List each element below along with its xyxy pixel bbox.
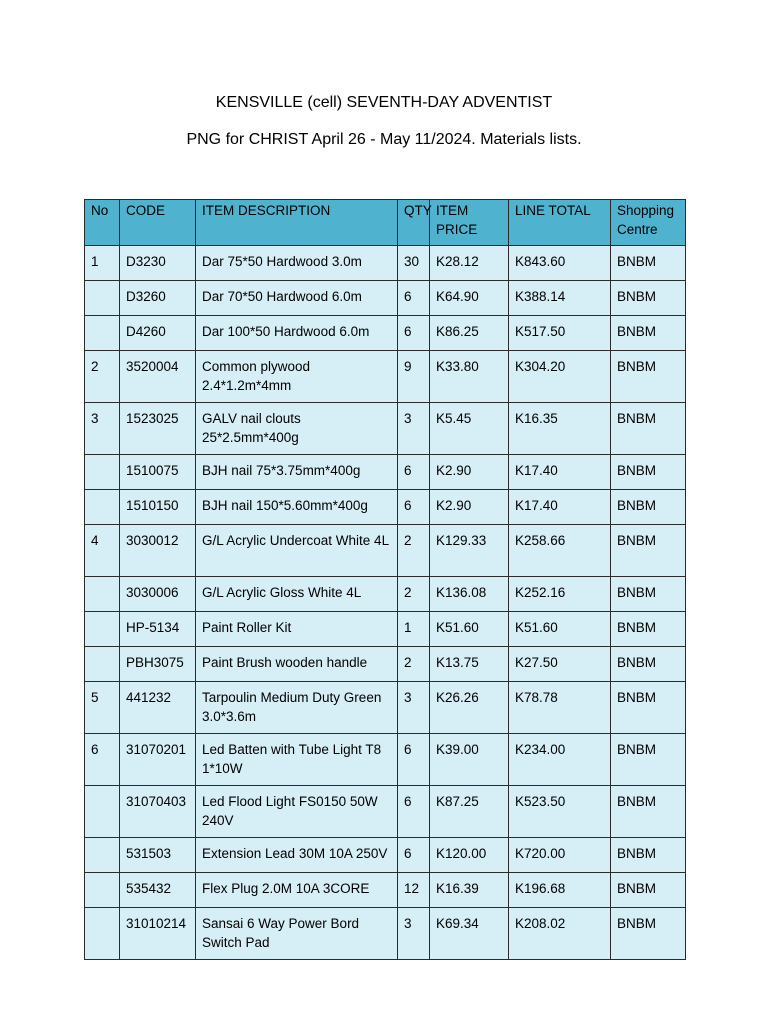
- row-line-total: K17.40: [509, 490, 611, 525]
- row-no: [85, 786, 120, 838]
- row-line-total: K720.00: [509, 838, 611, 873]
- row-shopping-centre: BNBM: [611, 873, 686, 908]
- row-description: G/L Acrylic Undercoat White 4L: [196, 525, 398, 577]
- row-qty: 3: [398, 908, 430, 960]
- row-line-total: K234.00: [509, 734, 611, 786]
- row-code: 31070201: [120, 734, 196, 786]
- row-no: 4: [85, 525, 120, 577]
- row-qty: 3: [398, 682, 430, 734]
- row-code: 1510075: [120, 455, 196, 490]
- table-row: [85, 734, 686, 786]
- header-line-total: LINE TOTAL: [509, 200, 611, 246]
- row-code: HP-5134: [120, 612, 196, 647]
- document-title: KENSVILLE (cell) SEVENTH-DAY ADVENTIST: [215, 94, 553, 111]
- row-description: GALV nail clouts 25*2.5mm*400g: [196, 403, 398, 455]
- row-qty: 3: [398, 403, 430, 455]
- row-line-total: K17.40: [509, 455, 611, 490]
- row-shopping-centre: BNBM: [611, 351, 686, 403]
- row-code: 31070403: [120, 786, 196, 838]
- row-shopping-centre: BNBM: [611, 403, 686, 455]
- table-row: [85, 525, 686, 577]
- header-shopping-centre: Shopping Centre: [611, 200, 686, 246]
- table-row: [85, 281, 686, 316]
- table-row: [85, 577, 686, 612]
- row-no: [85, 281, 120, 316]
- table-row: [85, 316, 686, 351]
- row-code: 441232: [120, 682, 196, 734]
- row-item-price: K69.34: [430, 908, 509, 960]
- row-item-price: K2.90: [430, 490, 509, 525]
- row-item-price: K87.25: [430, 786, 509, 838]
- table-row: [85, 786, 686, 838]
- row-item-price: K2.90: [430, 455, 509, 490]
- row-code: 31010214: [120, 908, 196, 960]
- row-description: BJH nail 75*3.75mm*400g: [196, 455, 398, 490]
- row-shopping-centre: BNBM: [611, 246, 686, 281]
- row-description: Dar 100*50 Hardwood 6.0m: [196, 316, 398, 351]
- row-item-price: K86.25: [430, 316, 509, 351]
- row-shopping-centre: BNBM: [611, 647, 686, 682]
- row-line-total: K27.50: [509, 647, 611, 682]
- row-shopping-centre: BNBM: [611, 682, 686, 734]
- row-line-total: K196.68: [509, 873, 611, 908]
- table-row: [85, 351, 686, 403]
- row-qty: 2: [398, 525, 430, 577]
- row-no: 6: [85, 734, 120, 786]
- header-qty: QTY: [398, 200, 430, 246]
- row-line-total: K208.02: [509, 908, 611, 960]
- row-item-price: K51.60: [430, 612, 509, 647]
- table-row: [85, 490, 686, 525]
- row-description: Dar 75*50 Hardwood 3.0m: [196, 246, 398, 281]
- row-shopping-centre: BNBM: [611, 525, 686, 577]
- row-line-total: K517.50: [509, 316, 611, 351]
- row-qty: 6: [398, 455, 430, 490]
- header-code: CODE: [120, 200, 196, 246]
- row-shopping-centre: BNBM: [611, 612, 686, 647]
- row-description: Led Batten with Tube Light T8 1*10W: [196, 734, 398, 786]
- row-line-total: K304.20: [509, 351, 611, 403]
- row-no: [85, 316, 120, 351]
- row-description: Extension Lead 30M 10A 250V: [196, 838, 398, 873]
- row-no: [85, 908, 120, 960]
- document-subtitle: PNG for CHRIST April 26 - May 11/2024. Materials lists.: [186, 131, 582, 148]
- row-qty: 30: [398, 246, 430, 281]
- row-no: [85, 612, 120, 647]
- row-item-price: K13.75: [430, 647, 509, 682]
- table-row: [85, 403, 686, 455]
- row-description: BJH nail 150*5.60mm*400g: [196, 490, 398, 525]
- row-line-total: K78.78: [509, 682, 611, 734]
- row-qty: 6: [398, 281, 430, 316]
- row-description: Sansai 6 Way Power Bord Switch Pad: [196, 908, 398, 960]
- row-item-price: K26.26: [430, 682, 509, 734]
- row-shopping-centre: BNBM: [611, 734, 686, 786]
- row-no: [85, 490, 120, 525]
- row-no: [85, 647, 120, 682]
- row-code: 1510150: [120, 490, 196, 525]
- row-shopping-centre: BNBM: [611, 577, 686, 612]
- row-qty: 2: [398, 647, 430, 682]
- row-line-total: K51.60: [509, 612, 611, 647]
- row-shopping-centre: BNBM: [611, 490, 686, 525]
- row-no: 3: [85, 403, 120, 455]
- row-shopping-centre: BNBM: [611, 908, 686, 960]
- table-row: [85, 838, 686, 873]
- row-shopping-centre: BNBM: [611, 281, 686, 316]
- row-code: 3030012: [120, 525, 196, 577]
- row-line-total: K523.50: [509, 786, 611, 838]
- row-qty: 9: [398, 351, 430, 403]
- table-row: [85, 682, 686, 734]
- row-description: G/L Acrylic Gloss White 4L: [196, 577, 398, 612]
- table-header-row: [85, 200, 686, 246]
- row-no: [85, 873, 120, 908]
- row-description: Led Flood Light FS0150 50W 240V: [196, 786, 398, 838]
- row-description: Common plywood 2.4*1.2m*4mm: [196, 351, 398, 403]
- row-item-price: K16.39: [430, 873, 509, 908]
- row-item-price: K28.12: [430, 246, 509, 281]
- materials-table: [84, 199, 686, 960]
- row-code: D4260: [120, 316, 196, 351]
- row-qty: 2: [398, 577, 430, 612]
- row-qty: 6: [398, 838, 430, 873]
- row-code: 535432: [120, 873, 196, 908]
- row-shopping-centre: BNBM: [611, 455, 686, 490]
- row-item-price: K136.08: [430, 577, 509, 612]
- row-item-price: K33.80: [430, 351, 509, 403]
- row-line-total: K388.14: [509, 281, 611, 316]
- row-item-price: K120.00: [430, 838, 509, 873]
- row-description: Tarpoulin Medium Duty Green 3.0*3.6m: [196, 682, 398, 734]
- header-description: ITEM DESCRIPTION: [196, 200, 398, 246]
- row-code: 3520004: [120, 351, 196, 403]
- row-description: Paint Brush wooden handle: [196, 647, 398, 682]
- row-qty: 6: [398, 490, 430, 525]
- row-shopping-centre: BNBM: [611, 786, 686, 838]
- row-no: [85, 838, 120, 873]
- table-row: [85, 246, 686, 281]
- row-description: Paint Roller Kit: [196, 612, 398, 647]
- row-code: 1523025: [120, 403, 196, 455]
- row-shopping-centre: BNBM: [611, 316, 686, 351]
- row-item-price: K64.90: [430, 281, 509, 316]
- row-code: PBH3075: [120, 647, 196, 682]
- row-item-price: K5.45: [430, 403, 509, 455]
- row-no: 1: [85, 246, 120, 281]
- header-no: No: [85, 200, 120, 246]
- header-item-price: ITEM PRICE: [430, 200, 509, 246]
- row-code: D3230: [120, 246, 196, 281]
- row-code: 3030006: [120, 577, 196, 612]
- row-item-price: K39.00: [430, 734, 509, 786]
- row-line-total: K16.35: [509, 403, 611, 455]
- row-line-total: K843.60: [509, 246, 611, 281]
- row-item-price: K129.33: [430, 525, 509, 577]
- table-row: [85, 647, 686, 682]
- row-no: [85, 455, 120, 490]
- row-qty: 12: [398, 873, 430, 908]
- row-code: D3260: [120, 281, 196, 316]
- table-row: [85, 873, 686, 908]
- row-shopping-centre: BNBM: [611, 838, 686, 873]
- row-line-total: K258.66: [509, 525, 611, 577]
- table-row: [85, 455, 686, 490]
- row-qty: 6: [398, 316, 430, 351]
- row-code: 531503: [120, 838, 196, 873]
- table-row: [85, 612, 686, 647]
- row-description: Dar 70*50 Hardwood 6.0m: [196, 281, 398, 316]
- row-qty: 6: [398, 786, 430, 838]
- row-no: [85, 577, 120, 612]
- row-no: 2: [85, 351, 120, 403]
- row-no: 5: [85, 682, 120, 734]
- row-line-total: K252.16: [509, 577, 611, 612]
- table-row: [85, 908, 686, 960]
- row-qty: 6: [398, 734, 430, 786]
- row-qty: 1: [398, 612, 430, 647]
- row-description: Flex Plug 2.0M 10A 3CORE: [196, 873, 398, 908]
